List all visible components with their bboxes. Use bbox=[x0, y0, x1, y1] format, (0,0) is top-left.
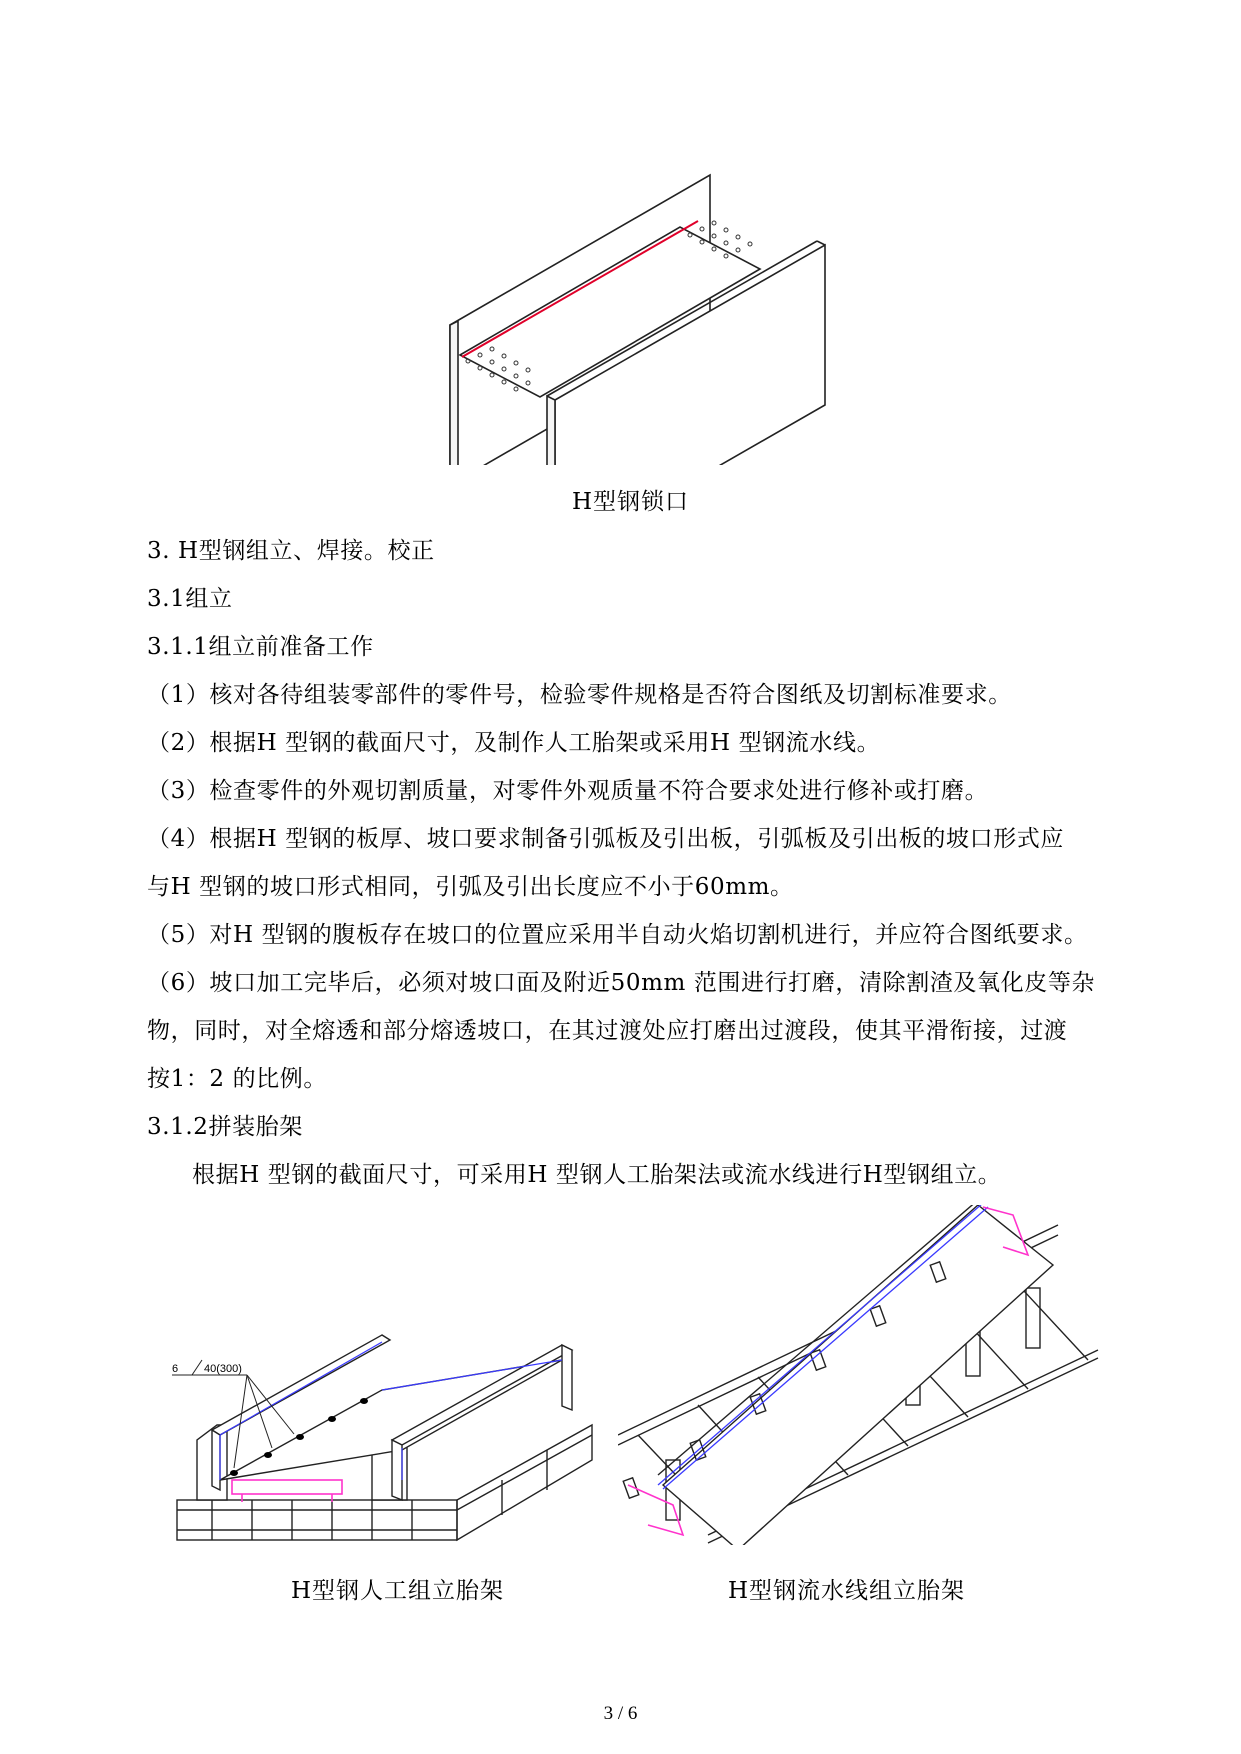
paragraph-3: （3）检查零件的外观切割质量，对零件外观质量不符合要求处进行修补或打磨。 bbox=[147, 778, 989, 804]
heading-3-1-1: 3.1.1组立前准备工作 bbox=[147, 634, 374, 660]
flowline-assembly-jig-figure bbox=[618, 1205, 1118, 1545]
figure-caption-flowline: H型钢流水线组立胎架 bbox=[728, 1578, 966, 1604]
manual-assembly-jig-figure bbox=[172, 1330, 612, 1550]
paragraph-7: 根据H 型钢的截面尺寸，可采用H 型钢人工胎架法或流水线进行H型钢组立。 bbox=[192, 1162, 1002, 1188]
heading-3-1: 3.1组立 bbox=[147, 586, 233, 612]
heading-3: 3. H型钢组立、焊接。校正 bbox=[147, 538, 435, 564]
figure-caption-lock: H型钢锁口 bbox=[572, 489, 690, 515]
weld-length-label: 40(300) bbox=[204, 1363, 242, 1375]
paragraph-6-line-1: （6）坡口加工完毕后，必须对坡口面及附近50mm 范围进行打磨，清除割渣及氧化皮等杂 bbox=[147, 970, 1096, 996]
paragraph-4-line-1: （4）根据H 型钢的板厚、坡口要求制备引弧板及引出板，引弧板及引出板的坡口形式应 bbox=[147, 826, 1065, 852]
h-beam-lock-figure bbox=[440, 165, 840, 465]
heading-3-1-2: 3.1.2拼装胎架 bbox=[147, 1114, 303, 1140]
paragraph-1: （1）核对各待组装零部件的零件号，检验零件规格是否符合图纸及切割标准要求。 bbox=[147, 682, 1012, 708]
paragraph-2: （2）根据H 型钢的截面尺寸，及制作人工胎架或采用H 型钢流水线。 bbox=[147, 730, 881, 756]
paragraph-4-line-2: 与H 型钢的坡口形式相同，引弧及引出长度应不小于60mm。 bbox=[147, 874, 794, 900]
paragraph-5: （5）对H 型钢的腹板存在坡口的位置应采用半自动火焰切割机进行，并应符合图纸要求。 bbox=[147, 922, 1088, 948]
paragraph-6-line-3: 按1：2 的比例。 bbox=[147, 1066, 327, 1092]
paragraph-6-line-2: 物，同时，对全熔透和部分熔透坡口，在其过渡处应打磨出过渡段，使其平滑衔接，过渡 bbox=[147, 1018, 1068, 1044]
page-number: 3 / 6 bbox=[603, 1703, 638, 1724]
weld-size-label: 6 bbox=[172, 1363, 179, 1375]
figure-caption-manual: H型钢人工组立胎架 bbox=[291, 1578, 505, 1604]
